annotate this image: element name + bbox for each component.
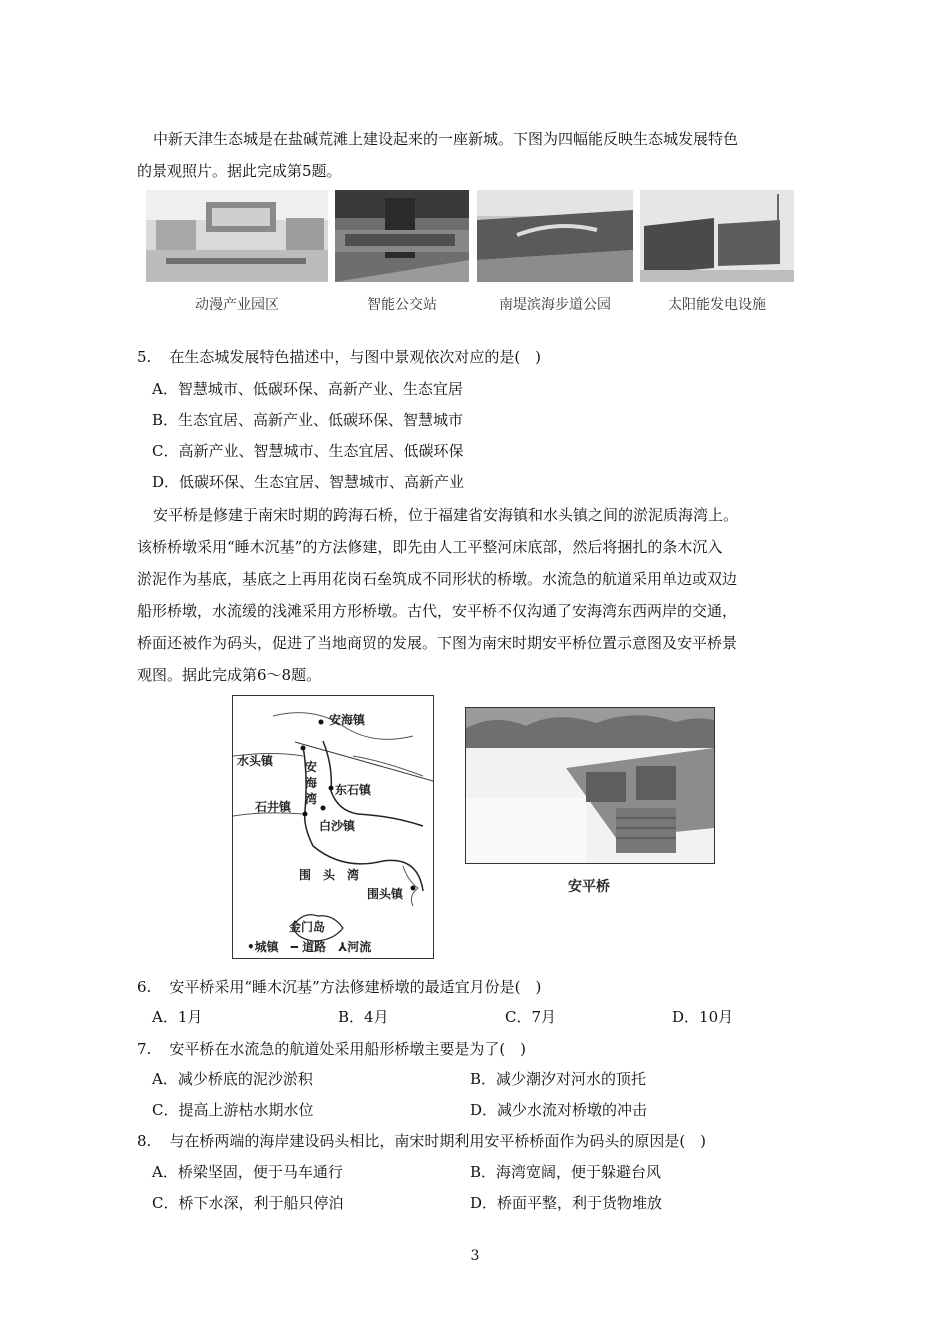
page-number: 3 <box>470 1248 480 1264</box>
question-8-number: 8. <box>137 1132 152 1150</box>
q7-option-b[interactable]: B．减少潮汐对河水的顶托 <box>470 1070 647 1088</box>
anping-location-map <box>232 695 434 959</box>
map-label-bay-3: 湾 <box>305 792 318 806</box>
map-label-bay-1: 安 <box>305 760 318 774</box>
photo-caption-2: 智能公交站 <box>367 297 437 313</box>
photo-animation-park <box>146 190 328 282</box>
intro1-line2: 的景观照片。据此完成第5题。 <box>137 162 342 180</box>
question-6-number: 6. <box>137 978 152 996</box>
intro2-line5: 桥面还被作为码头，促进了当地商贸的发展。下图为南宋时期安平桥位置示意图及安平桥景 <box>137 634 738 652</box>
intro2-line6: 观图。据此完成第6～8题。 <box>137 666 322 684</box>
map-label-shijing: 石井镇 <box>255 800 292 814</box>
photo-caption-1: 动漫产业园区 <box>195 297 279 313</box>
q6-option-c[interactable]: C．7月 <box>505 1008 557 1026</box>
map-label-anhai: 安海镇 <box>329 713 366 727</box>
q7-option-a[interactable]: A．减少桥底的泥沙淤积 <box>152 1070 313 1088</box>
map-legend: •城镇 ━ 道路 ⅄河流 <box>247 940 372 954</box>
map-label-baisha: 白沙镇 <box>319 819 356 833</box>
intro2-line4: 船形桥墩，水流缓的浅滩采用方形桥墩。古代，安平桥不仅沟通了安海湾东西两岸的交通， <box>137 602 738 620</box>
q5-option-d[interactable]: D．低碳环保、生态宜居、智慧城市、高新产业 <box>152 473 465 491</box>
question-6 <box>137 976 541 997</box>
question-5 <box>137 346 541 367</box>
question-5-stem: 在生态城发展特色描述中，与图中景观依次对应的是( ) <box>169 348 542 366</box>
anping-bridge-photo <box>465 707 715 864</box>
question-6-stem: 安平桥采用“睡木沉基”方法修建桥墩的最适宜月份是( ) <box>169 978 542 996</box>
intro1-line1: 中新天津生态城是在盐碱荒滩上建设起来的一座新城。下图为四幅能反映生态城发展特色 <box>153 130 739 148</box>
q8-option-b[interactable]: B．海湾宽阔，便于躲避台风 <box>470 1163 662 1181</box>
photo-caption-3: 南堤滨海步道公园 <box>499 297 611 313</box>
q8-option-c[interactable]: C．桥下水深，利于船只停泊 <box>152 1194 344 1212</box>
intro2-line2: 该桥桥墩采用“睡木沉基”的方法修建，即先由人工平整河床底部，然后将捆扎的条木沉入 <box>137 538 723 556</box>
intro2-line1: 安平桥是修建于南宋时期的跨海石桥，位于福建省安海镇和水头镇之间的淤泥质海湾上。 <box>153 506 739 524</box>
photo-seawall-park <box>477 190 633 282</box>
q5-option-c[interactable]: C．高新产业、智慧城市、生态宜居、低碳环保 <box>152 442 464 460</box>
q7-option-c[interactable]: C．提高上游枯水期水位 <box>152 1101 314 1119</box>
map-label-dongshi: 东石镇 <box>335 783 372 797</box>
map-label-weitou: 围头镇 <box>367 887 404 901</box>
question-5-number: 5. <box>137 348 152 366</box>
photo-caption-4: 太阳能发电设施 <box>668 297 766 313</box>
map-label-jinmen: 金门岛 <box>289 920 326 934</box>
intro2-line3: 淤泥作为基底，基底之上再用花岗石垒筑成不同形状的桥墩。水流急的航道采用单边或双边 <box>137 570 738 588</box>
question-7-number: 7. <box>137 1040 152 1058</box>
q6-option-a[interactable]: A．1月 <box>152 1008 203 1026</box>
question-7 <box>137 1038 526 1059</box>
photo-solar-facility <box>640 190 794 282</box>
q7-option-d[interactable]: D．减少水流对桥墩的冲击 <box>470 1101 648 1119</box>
q8-option-d[interactable]: D．桥面平整，利于货物堆放 <box>470 1194 663 1212</box>
photo-smart-bus-station <box>335 190 469 282</box>
q6-option-b[interactable]: B．4月 <box>338 1008 389 1026</box>
q5-option-a[interactable]: A．智慧城市、低碳环保、高新产业、生态宜居 <box>152 380 463 398</box>
map-label-shuitou: 水头镇 <box>237 754 274 768</box>
q5-option-b[interactable]: B．生态宜居、高新产业、低碳环保、智慧城市 <box>152 411 464 429</box>
q6-option-d[interactable]: D．10月 <box>672 1008 734 1026</box>
map-label-weitou-bay: 围 头 湾 <box>299 868 360 882</box>
bridge-photo-caption: 安平桥 <box>568 879 610 895</box>
map-label-bay-2: 海 <box>305 776 318 790</box>
question-8 <box>137 1130 706 1151</box>
q8-option-a[interactable]: A．桥梁坚固，便于马车通行 <box>152 1163 343 1181</box>
question-7-stem: 安平桥在水流急的航道处采用船形桥墩主要是为了( ) <box>169 1040 527 1058</box>
question-8-stem: 与在桥两端的海岸建设码头相比，南宋时期利用安平桥桥面作为码头的原因是( ) <box>169 1132 707 1150</box>
